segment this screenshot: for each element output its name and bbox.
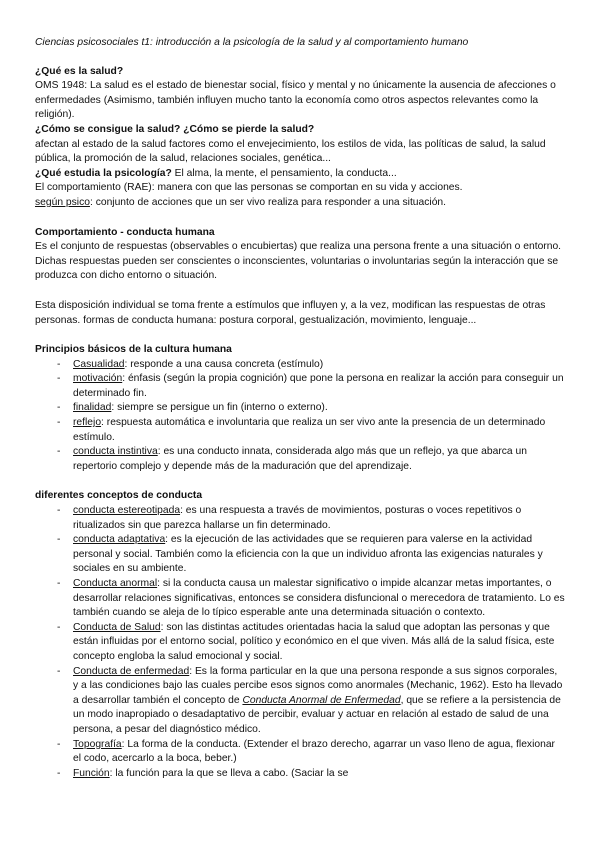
question-psychology: [35, 167, 565, 182]
conceptos-list: [35, 504, 565, 781]
definition: : son las distintas actitudes orientadas hacia la salud que adoptan las personas y que están influidas por el entorno social, político y económico en el que viven. Más allá de la salud física, este concepto engloba la salud emocional y social.: [73, 621, 555, 662]
list-item: [35, 621, 565, 665]
definition: : es la ejecución de las actividades que se requieren para valerse en la actividad personal y social. También como la eficiencia con la que un individuo afronta las exigencias naturales y sociales en su ambiente.: [73, 534, 543, 575]
list-item: [35, 445, 565, 474]
definition: : la función para la que se lleva a cabo. (Saciar la se: [109, 767, 349, 779]
document-page: [35, 36, 565, 781]
paragraph-comportamiento-3: Esta disposición individual se toma frente a estímulos que influyen y, a la vez, modifican las respuestas de otras personas. formas de conducta humana: postura corporal, gestualización, movimiento, lenguaje...: [35, 299, 546, 326]
question-get-health: ¿Cómo se consigue la salud? ¿Cómo se pierde la salud?: [35, 123, 315, 135]
term: Topografía: [73, 738, 122, 750]
term: conducta adaptativa: [73, 534, 166, 546]
paragraph-comportamiento-1: Es el conjunto de respuestas (observables o encubiertas) que realiza una persona frente a una situación o entorno.: [35, 241, 562, 253]
answer-get-health: afectan al estado de la salud factores como el envejecimiento, los estilos de vida, las políticas de salud, la salud pública, la promoción de la salud, relaciones sociales, genética...: [35, 138, 546, 165]
list-item: [35, 767, 565, 782]
answer-psychology: El alma, la mente, el pensamiento, la conducta...: [171, 167, 397, 179]
term: Función: [73, 767, 110, 779]
question-health: ¿Qué es la salud?: [35, 65, 124, 77]
definition-continued: , que se refiere a la persistencia de un modo inapropiado o desadaptativo de percibir, evaluar y actuar en relación al estado de salud de una persona, a pesar del diagnóstico médico.: [73, 694, 561, 735]
list-item: [35, 577, 565, 621]
list-item: [35, 401, 565, 416]
term: Conducta de enfermedad: [73, 665, 190, 677]
definition: : es una respuesta a través de movimientos, posturas o voces repetitivos o ritualizados sin que parezca hallarse un fin determinado.: [73, 505, 522, 531]
definition: : responde a una causa concreta (estímulo): [124, 358, 324, 370]
paragraph-comportamiento-2: Dichas respuestas pueden ser conscientes o inconscientes, voluntarias o involuntarias según la interacción que se produzca con dicho entorno o situación.: [35, 255, 559, 282]
definition: : si la conducta causa un malestar significativo o impide alcanzar metas importantes, o desarrollar relaciones significativas, entonces se considera disfuncional o merecedora de tratamiento. Lo es también cuando se aleja de lo típico esperable ante una determinada situación o contexto.: [73, 578, 565, 619]
definition: : énfasis (según la propia cognición) que pone la persona en realizar la acción para conseguir un determinado fin.: [73, 373, 564, 399]
behaviour-rae: El comportamiento (RAE): manera con que las personas se comportan en su vida y acciones.: [35, 182, 463, 194]
section-title-principios: Principios básicos de la cultura humana: [35, 344, 232, 356]
list-item: [35, 372, 565, 401]
section-title-comportamiento: Comportamiento - conducta humana: [35, 226, 215, 238]
term: finalidad: [73, 402, 112, 414]
term: Conducta anormal: [73, 578, 158, 589]
question-psychology-label: ¿Qué estudia la psicología?: [35, 167, 172, 179]
principios-list: [35, 358, 565, 475]
term: motivación: [73, 373, 123, 385]
section-title-conceptos: diferentes conceptos de conducta: [35, 490, 203, 502]
list-item: [35, 738, 565, 767]
behaviour-psico: [35, 196, 565, 211]
term: reflejo: [73, 417, 102, 429]
list-item: [35, 504, 565, 533]
list-item: [35, 358, 565, 373]
definition: : es una conducto innata, considerada algo más que un reflejo, ya que abarca un repertorio complejo y depende más de la maduración que del aprendizaje.: [73, 446, 527, 472]
definition: : respuesta automática e involuntaria que realiza un ser vivo ante la presencia de un determinado estímulo.: [73, 417, 546, 443]
list-item: [35, 665, 565, 738]
definition: : siempre se persigue un fin (interno o externo).: [111, 402, 328, 414]
term-italic: Conducta Anormal de Enfermedad: [242, 694, 401, 706]
term: conducta estereotipada: [73, 505, 181, 517]
term: Conducta de Salud: [73, 621, 161, 633]
definition: : La forma de la conducta. (Extender el brazo derecho, agarrar un vaso lleno de agua, flexionar el codo, acercarlo a la boca, beber.): [73, 738, 555, 765]
list-item: [35, 533, 565, 577]
def-segun-psico: : conjunto de acciones que un ser vivo realiza para responder a una situación.: [89, 196, 447, 208]
definition: : Es la forma particular en la que una persona responde a sus signos corporales, y a las condiciones bajo las cuales percibe esos signos como anormales (Mechanic, 1962). Esto ha llevado a desarrollar también el concepto de: [73, 665, 563, 706]
document-header: Ciencias psicosociales t1: introducción a la psicología de la salud y al comportamiento humano: [35, 37, 469, 48]
term: Casualidad: [73, 358, 125, 370]
term: conducta instintiva: [73, 446, 158, 458]
term-segun-psico: según psico: [35, 196, 90, 208]
list-item: [35, 416, 565, 445]
answer-health: OMS 1948: La salud es el estado de bienestar social, físico y mental y no únicamente la ausencia de afecciones o enfermedades (Asimismo, también influyen mucho tanto la economía como otros aspectos relevantes como la religión).: [35, 80, 556, 121]
